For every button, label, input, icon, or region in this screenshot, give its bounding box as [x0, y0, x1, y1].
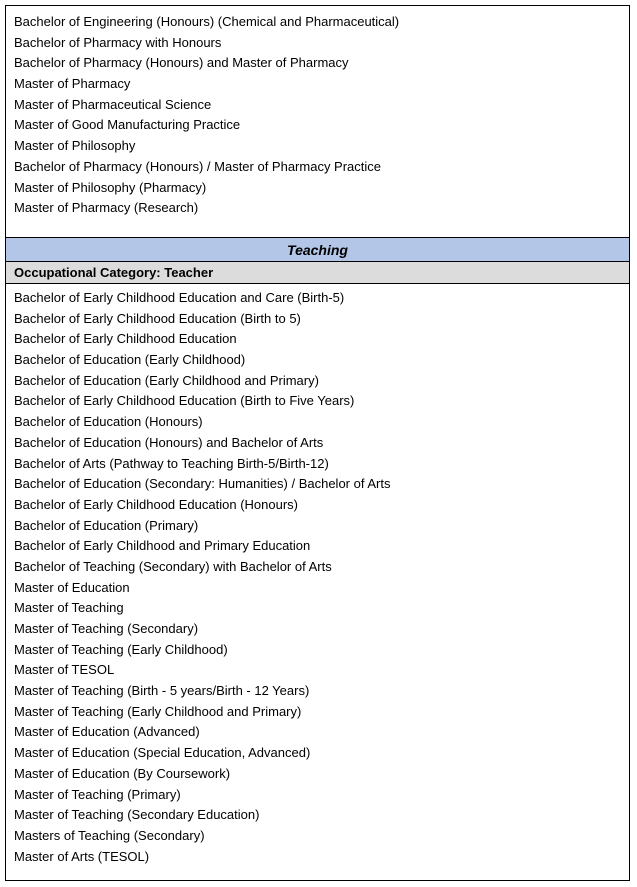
section-header-teaching	[6, 238, 629, 262]
list-item: Master of Philosophy (Pharmacy)	[14, 179, 207, 195]
list-item: Masters of Teaching (Secondary)	[14, 827, 205, 843]
list-item: Bachelor of Early Childhood Education (Honours)	[14, 496, 298, 512]
list-item: Bachelor of Pharmacy (Honours) / Master of Pharmacy Practice	[14, 158, 382, 174]
list-item: Master of TESOL	[14, 662, 115, 678]
pharmacy-qualifications-cell	[6, 6, 629, 238]
occupational-category-label: Occupational Category: Teacher	[14, 265, 214, 280]
list-item: Bachelor of Education (Honours) and Bachelor of Arts	[14, 434, 324, 450]
list-item: Bachelor of Arts (Pathway to Teaching Birth-5/Birth-12)	[14, 455, 329, 471]
list-item: Bachelor of Early Childhood Education (Birth to Five Years)	[14, 393, 355, 409]
teaching-qualifications-list	[6, 288, 629, 867]
occupational-category-row	[6, 262, 629, 284]
list-item: Master of Teaching (Early Childhood)	[14, 641, 228, 657]
list-item: Bachelor of Education (Secondary: Humanities) / Bachelor of Arts	[14, 476, 391, 492]
list-item: Bachelor of Education (Honours)	[14, 414, 203, 430]
teaching-qualifications-cell	[6, 284, 629, 882]
list-item: Master of Education	[14, 579, 130, 595]
list-item: Bachelor of Early Childhood Education	[14, 331, 237, 347]
list-item: Master of Teaching (Birth - 5 years/Birth - 12 Years)	[14, 683, 310, 699]
qualifications-table	[5, 5, 630, 881]
list-item: Bachelor of Early Childhood Education (Birth to 5)	[14, 310, 301, 326]
list-item: Bachelor of Education (Early Childhood and Primary)	[14, 372, 319, 388]
list-item: Master of Education (Advanced)	[14, 724, 200, 740]
list-item: Bachelor of Education (Primary)	[14, 517, 199, 533]
list-item: Bachelor of Early Childhood and Primary Education	[14, 538, 311, 554]
list-item: Master of Good Manufacturing Practice	[14, 117, 241, 133]
list-item: Master of Pharmacy (Research)	[14, 200, 199, 216]
list-item: Master of Teaching	[14, 600, 124, 616]
list-item: Bachelor of Pharmacy with Honours	[14, 34, 222, 50]
list-item: Master of Education (By Coursework)	[14, 765, 231, 781]
list-item: Master of Teaching (Primary)	[14, 786, 181, 802]
list-item: Master of Teaching (Secondary Education)	[14, 807, 260, 823]
section-title: Teaching	[287, 241, 348, 258]
list-item: Bachelor of Engineering (Honours) (Chemical and Pharmaceutical)	[14, 14, 400, 29]
list-item: Master of Teaching (Secondary)	[14, 621, 199, 636]
pharmacy-qualifications-list	[6, 12, 629, 219]
list-item: Master of Pharmacy	[14, 76, 131, 92]
list-item: Bachelor of Education (Early Childhood)	[14, 352, 246, 368]
list-item: Bachelor of Pharmacy (Honours) and Master of Pharmacy	[14, 55, 349, 71]
list-item: Master of Education (Special Education, Advanced)	[14, 745, 311, 761]
list-item: Bachelor of Early Childhood Education and Care (Birth-5)	[14, 290, 345, 305]
list-item: Master of Teaching (Early Childhood and Primary)	[14, 703, 302, 719]
list-item: Master of Pharmaceutical Science	[14, 96, 212, 112]
list-item: Bachelor of Teaching (Secondary) with Bachelor of Arts	[14, 558, 332, 574]
list-item: Master of Philosophy	[14, 138, 136, 154]
list-item: Master of Arts (TESOL)	[14, 848, 150, 864]
